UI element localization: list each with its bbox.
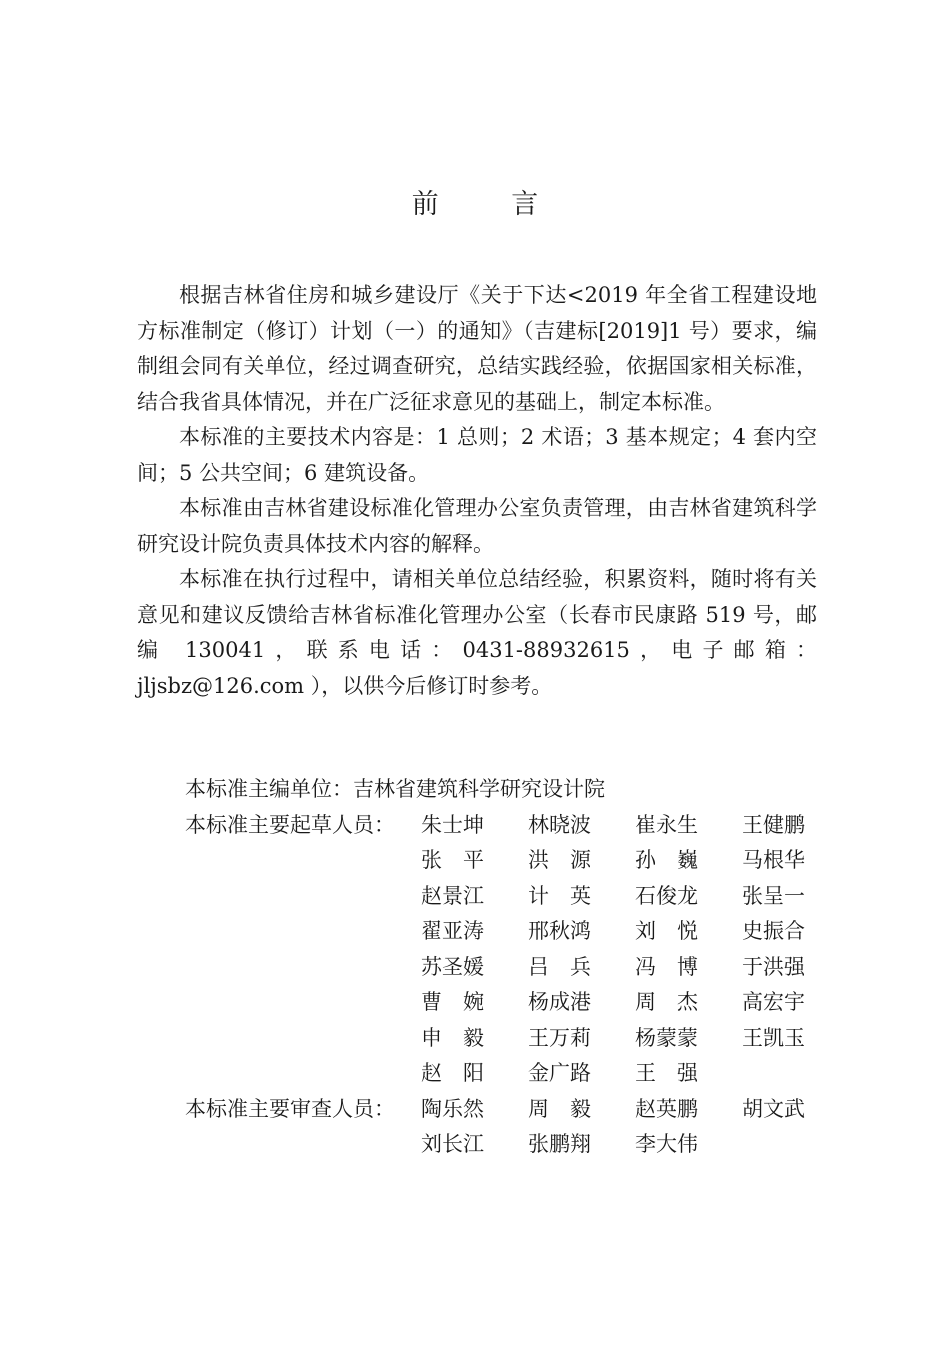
drafter-name: 冯 博 bbox=[635, 954, 698, 979]
drafter-name: 翟亚涛 bbox=[421, 919, 484, 943]
drafters-names bbox=[421, 1056, 715, 1092]
reviewers-row bbox=[185, 1092, 825, 1128]
drafters-row bbox=[185, 1021, 825, 1057]
drafter-name: 于洪强 bbox=[742, 954, 805, 979]
paragraph-feedback: 本标准在执行过程中，请相关单位总结经验，积累资料，随时将有关意见和建议反馈给吉林省标准化管理办公室（长春市民康路 519 号，邮编 130041，联系电话：0431-88932615，电子邮箱：jljsbz@126.com ），以供今后修订时参考。 bbox=[137, 567, 817, 698]
chief-unit-row bbox=[185, 772, 825, 808]
drafters-row bbox=[185, 879, 825, 915]
paragraph-management: 本标准由吉林省建设标准化管理办公室负责管理，由吉林省建筑科学研究设计院负责具体技术内容的解释。 bbox=[137, 496, 817, 556]
drafter-name: 金广路 bbox=[528, 1061, 591, 1085]
drafters-names bbox=[421, 985, 822, 1021]
preface-body bbox=[137, 278, 817, 704]
reviewer-name: 陶乐然 bbox=[421, 1096, 484, 1121]
drafter-name: 赵景江 bbox=[421, 883, 484, 908]
drafter-name: 朱士坤 bbox=[421, 812, 484, 837]
drafters-names bbox=[421, 1021, 822, 1057]
drafters-names bbox=[421, 950, 822, 986]
drafter-name: 曹 婉 bbox=[421, 990, 484, 1014]
drafter-name: 计 英 bbox=[528, 883, 591, 908]
reviewers-names bbox=[421, 1092, 822, 1128]
reviewer-name: 刘长江 bbox=[421, 1132, 484, 1156]
drafter-name: 史振合 bbox=[742, 919, 805, 943]
reviewers-row bbox=[185, 1127, 825, 1163]
drafters-label: 本标准主要起草人员： bbox=[185, 812, 395, 837]
drafter-name: 洪 源 bbox=[528, 848, 591, 872]
drafters-row bbox=[185, 985, 825, 1021]
reviewer-name: 周 毅 bbox=[528, 1096, 591, 1121]
drafter-name: 王凯玉 bbox=[742, 1025, 805, 1050]
drafter-name: 周 杰 bbox=[635, 990, 698, 1014]
drafter-name: 赵 阳 bbox=[421, 1061, 484, 1085]
drafter-name: 苏圣媛 bbox=[421, 954, 484, 979]
drafter-name: 王万莉 bbox=[528, 1025, 591, 1050]
chief-unit-value: 吉林省建筑科学研究设计院 bbox=[353, 777, 605, 801]
drafters-row bbox=[185, 950, 825, 986]
drafter-name: 王 强 bbox=[635, 1061, 698, 1085]
drafters-row bbox=[185, 914, 825, 950]
drafters-names bbox=[421, 879, 822, 915]
drafter-name: 石俊龙 bbox=[635, 883, 698, 908]
drafter-name: 张呈一 bbox=[742, 883, 805, 908]
drafter-name: 杨蒙蒙 bbox=[635, 1025, 698, 1050]
drafter-name: 马根华 bbox=[742, 848, 805, 872]
drafter-name: 林晓波 bbox=[528, 812, 591, 837]
drafter-name: 高宏宇 bbox=[742, 990, 805, 1014]
drafter-name: 杨成港 bbox=[528, 990, 591, 1014]
drafters-names bbox=[421, 808, 822, 844]
drafters-names bbox=[421, 843, 822, 879]
drafter-name: 刘 悦 bbox=[635, 919, 698, 943]
drafter-name: 崔永生 bbox=[635, 812, 698, 837]
drafter-name: 申 毅 bbox=[421, 1025, 484, 1050]
paragraph-basis: 根据吉林省住房和城乡建设厅《关于下达<2019 年全省工程建设地方标准制定（修订）计划（一）的通知》（吉建标[2019]1 号）要求，编制组会同有关单位，经过调查研究，总结实践经验，依据国家相关标准，结合我省具体情况，并在广泛征求意见的基础上，制定本标准。 bbox=[137, 283, 817, 414]
page-title: 前 言 bbox=[411, 189, 571, 220]
staff-list bbox=[185, 772, 825, 1163]
reviewer-name: 李大伟 bbox=[635, 1132, 698, 1156]
drafters-row bbox=[185, 808, 825, 844]
reviewer-name: 胡文武 bbox=[742, 1096, 805, 1121]
drafters-row bbox=[185, 1056, 825, 1092]
drafters-row bbox=[185, 843, 825, 879]
drafter-name: 孙 巍 bbox=[635, 848, 698, 872]
reviewer-name: 张鹏翔 bbox=[528, 1132, 591, 1156]
chief-unit-label: 本标准主编单位： bbox=[185, 777, 353, 801]
reviewers-label: 本标准主要审查人员： bbox=[185, 1096, 395, 1121]
reviewers-names bbox=[421, 1127, 715, 1163]
reviewer-name: 赵英鹏 bbox=[635, 1096, 698, 1121]
drafter-name: 张 平 bbox=[421, 848, 484, 872]
drafter-name: 邢秋鸿 bbox=[528, 919, 591, 943]
drafter-name: 王健鹏 bbox=[742, 812, 805, 837]
paragraph-contents: 本标准的主要技术内容是：1 总则；2 术语；3 基本规定；4 套内空间；5 公共空间；6 建筑设备。 bbox=[137, 425, 817, 485]
drafters-names bbox=[421, 914, 822, 950]
drafter-name: 吕 兵 bbox=[528, 954, 591, 979]
